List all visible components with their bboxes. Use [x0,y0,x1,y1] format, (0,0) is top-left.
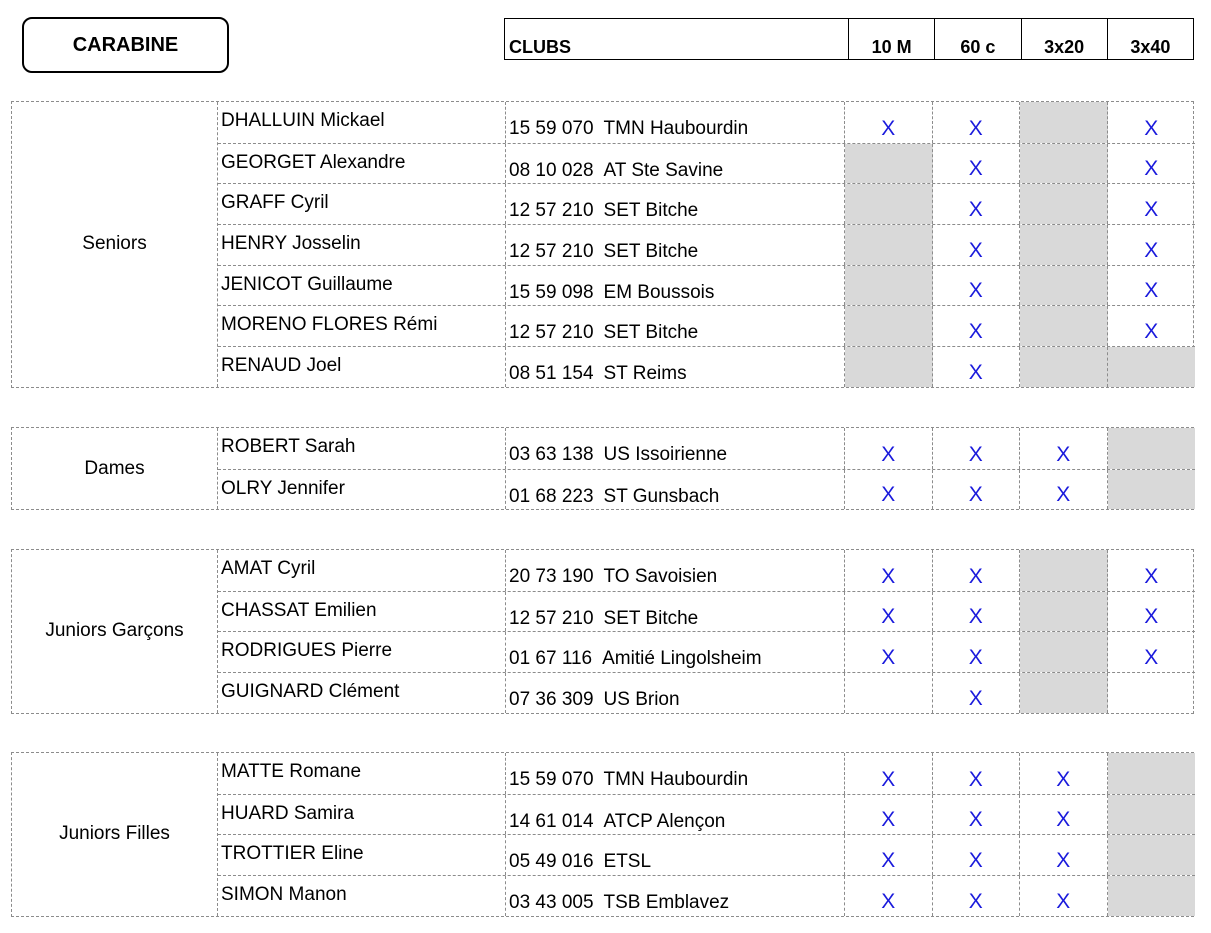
event-cell: X [1144,605,1159,629]
event-cell: X [1144,198,1159,222]
event-cell [845,144,933,184]
column-header-3x20: 3x20 [1021,19,1107,60]
event-cell [1020,550,1108,591]
club-name: TMN Haubourdin [603,769,749,790]
shooter-name: DHALLUIN Mickael [218,102,506,143]
event-cell: X [1144,320,1159,344]
group-juniors-filles [11,752,1194,917]
group-rows [218,550,1195,713]
column-header-3x40: 3x40 [1107,19,1193,60]
event-cell [845,266,933,306]
club-name: US Brion [603,689,680,711]
event-cell [1108,876,1196,916]
event-cell [845,306,933,346]
club-cell [506,673,845,713]
club-cell [506,266,845,306]
event-cell: X [845,470,933,510]
event-cell: X [1020,835,1108,875]
club-code: 15 59 098 [509,281,594,303]
event-cell [1108,795,1196,835]
event-cell [1108,347,1196,387]
event-cell [845,184,933,224]
event-cell [1020,102,1108,143]
event-cell: X [933,795,1021,835]
club-name: ATCP Alençon [603,810,726,832]
table-row [218,183,1195,224]
club-name: ETSL [603,851,652,873]
shooter-name: AMAT Cyril [218,550,506,591]
shooter-name: RENAUD Joel [218,347,506,387]
shooter-name: TROTTIER Eline [218,835,506,875]
club-name: ST Gunsbach [603,485,720,507]
event-cell: X [845,550,933,591]
club-name: EM Boussois [603,281,715,303]
club-code: 12 57 210 [509,322,594,344]
club-cell [506,184,845,224]
group-rows [218,102,1195,387]
shooter-name: HUARD Samira [218,795,506,835]
event-cell: X [845,428,933,469]
club-cell [506,225,845,265]
event-cell [1108,428,1196,469]
shooter-name: CHASSAT Emilien [218,592,506,632]
event-cell: X [1144,564,1159,588]
club-code: 03 43 005 [509,892,594,914]
event-cell: X [933,306,1021,346]
table-row [218,550,1195,591]
club-name: SET Bitche [603,241,699,263]
event-cell: X [845,592,933,632]
table-row [218,794,1195,835]
group-rows [218,428,1195,509]
shooter-name: SIMON Manon [218,876,506,916]
club-name: TO Savoisien [603,566,718,587]
club-code: 20 73 190 [509,566,594,587]
clubs-column-header: CLUBS [505,19,849,60]
group-dames [11,427,1194,510]
event-cell: X [1020,428,1108,469]
shooter-name: GEORGET Alexandre [218,144,506,184]
event-cell: X [933,184,1021,224]
group-juniors-garcons [11,549,1194,714]
event-cell: X [1144,157,1159,181]
table-row [218,875,1195,916]
club-code: 08 51 154 [509,363,594,385]
category-label: Dames [12,428,218,509]
event-cell [1020,266,1108,306]
club-name: US Issoirienne [603,444,728,465]
event-cell: X [933,592,1021,632]
group-seniors [11,101,1194,388]
table-row [218,428,1195,469]
column-header-60c: 60 c [935,19,1021,60]
club-code: 01 68 223 [509,485,594,507]
table-row [218,102,1195,143]
event-cell: X [933,632,1021,672]
table-row [218,346,1195,387]
club-name: SET Bitche [603,322,699,344]
club-cell [506,550,845,591]
club-code: 01 67 116 [509,648,593,670]
event-cell: X [933,144,1021,184]
event-cell: X [845,102,933,143]
club-cell [506,144,845,184]
group-rows [218,753,1195,916]
event-cell: X [1020,753,1108,794]
club-name: AT Ste Savine [603,159,724,181]
event-cell: X [933,673,1021,713]
club-cell [506,835,845,875]
table-row [218,834,1195,875]
event-cell: X [933,753,1021,794]
shooter-name: MATTE Romane [218,753,506,794]
event-cell [1020,306,1108,346]
event-cell [845,347,933,387]
category-label: Juniors Filles [12,753,218,916]
event-cell: X [1144,646,1159,670]
event-cell: X [1144,238,1159,262]
event-cell: X [845,753,933,794]
event-cell: X [933,102,1021,143]
event-cell [1108,835,1196,875]
club-name: SET Bitche [603,200,699,222]
table-row [218,753,1195,794]
club-code: 03 63 138 [509,444,594,465]
event-cell: X [845,835,933,875]
event-cell: X [1020,876,1108,916]
club-code: 05 49 016 [509,851,594,873]
club-name: TMN Haubourdin [603,118,749,139]
club-cell [506,632,845,672]
event-cell [1020,184,1108,224]
club-code: 12 57 210 [509,607,594,629]
table-row [218,265,1195,306]
club-name: Amitié Lingolsheim [602,648,762,670]
club-cell [506,592,845,632]
shooter-name: JENICOT Guillaume [218,266,506,306]
event-cell: X [845,795,933,835]
club-cell [506,795,845,835]
club-code: 07 36 309 [509,689,594,711]
event-cell [1020,592,1108,632]
table-row [218,143,1195,184]
shooter-name: ROBERT Sarah [218,428,506,469]
table-row [218,591,1195,632]
event-cell [1108,753,1196,794]
event-cell [1020,347,1108,387]
shooter-name: MORENO FLORES Rémi [218,306,506,346]
club-cell [506,876,845,916]
event-cell [1020,673,1108,713]
club-cell [506,753,845,794]
shooter-name: RODRIGUES Pierre [218,632,506,672]
event-cell [1020,225,1108,265]
event-cell [1108,673,1196,713]
club-code: 08 10 028 [509,159,594,181]
club-cell [506,306,845,346]
event-cell [1020,144,1108,184]
category-label: Juniors Garçons [12,550,218,713]
event-cell: X [933,550,1021,591]
event-cell [845,673,933,713]
club-cell [506,347,845,387]
event-cell [1108,470,1196,510]
club-cell [506,470,845,510]
table-row [218,469,1195,510]
club-name: ST Reims [603,363,687,385]
event-cell: X [845,632,933,672]
event-cell: X [933,428,1021,469]
club-name: TSB Emblavez [603,892,730,914]
event-cell: X [933,876,1021,916]
shooter-name: HENRY Josselin [218,225,506,265]
category-label: Seniors [12,102,218,387]
event-cell [845,225,933,265]
club-cell [506,428,845,469]
event-cell: X [933,225,1021,265]
table-row [218,305,1195,346]
event-cell: X [1144,116,1159,140]
column-header-table [504,18,1194,60]
shooter-name: GRAFF Cyril [218,184,506,224]
column-header-row [505,19,1194,60]
event-cell: X [1020,795,1108,835]
club-code: 15 59 070 [509,769,594,790]
table-row [218,631,1195,672]
shooter-name: OLRY Jennifer [218,470,506,510]
event-cell: X [1020,470,1108,510]
event-cell: X [933,470,1021,510]
shooter-name: GUIGNARD Clément [218,673,506,713]
page-title: CARABINE [22,17,229,73]
table-row [218,224,1195,265]
event-cell: X [933,347,1021,387]
event-cell: X [933,266,1021,306]
club-name: SET Bitche [603,607,699,629]
table-row [218,672,1195,713]
club-cell [506,102,845,143]
club-code: 12 57 210 [509,241,594,263]
column-header-10m: 10 M [849,19,935,60]
club-code: 15 59 070 [509,118,594,139]
club-code: 12 57 210 [509,200,594,222]
event-cell [1020,632,1108,672]
club-code: 14 61 014 [509,810,594,832]
event-cell: X [1144,279,1159,303]
event-cell: X [845,876,933,916]
event-cell: X [933,835,1021,875]
